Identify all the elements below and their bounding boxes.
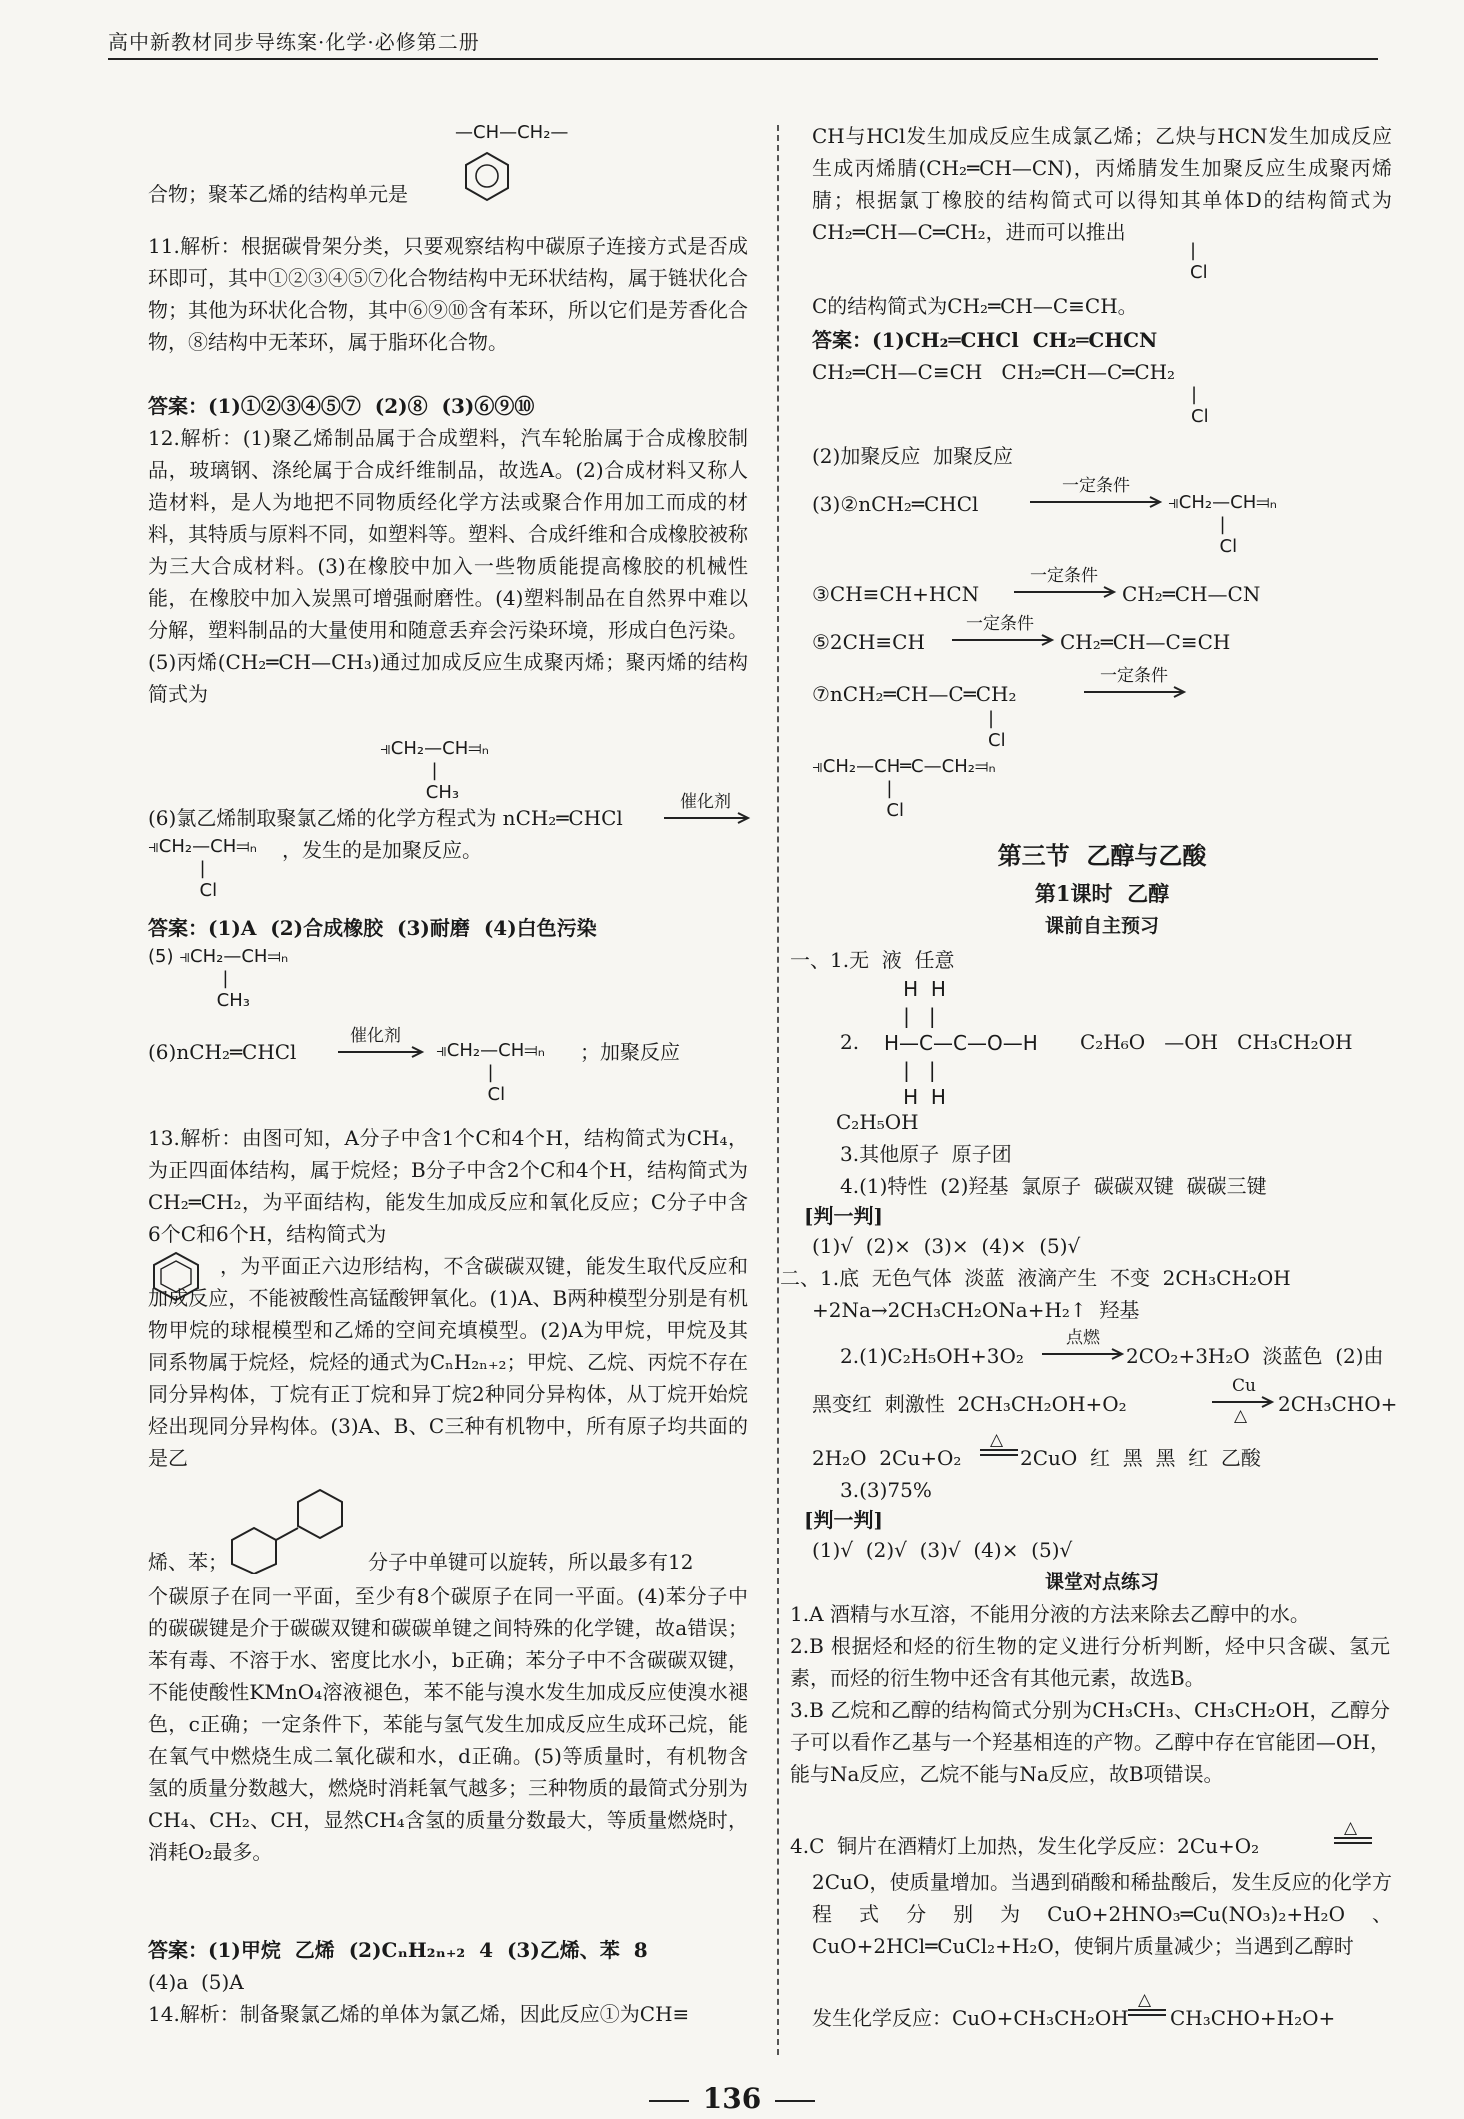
q12-answer-5: (5) ⫣CH₂—CH⫤ₙ | CH₃ xyxy=(148,946,289,1011)
polypropylene-structure: ⫣CH₂—CH⫤ₙ | CH₃ xyxy=(380,738,489,803)
eq-2: (3)②nCH₂═CHCl xyxy=(812,492,979,516)
condition-label: 一定条件 xyxy=(1062,476,1130,496)
q12-analysis: 12.解析：(1)聚乙烯制品属于合成塑料，汽车轮胎属于合成橡胶制品，玻璃钢、涤纶属于合成纤维制品，故选A。(2)合成材料又称人造材料，是人为地把不同物质经化学方法或聚合作用加工而成的材料，其特质与原料不同，如塑料等。塑料、合成纤维和合成橡胶被称为三大合成材料。(3)在橡胶中加入一些物质能提高橡胶的机械性能，在橡胶中加入炭黑可增强耐磨性。(4)塑料制品在自然界中难以分解，塑料制品的大量使用和随意丢弃会污染环境，形成白色污染。(5)丙烯(CH₂═CH—CH₃)通过加成反应生成聚丙烯；聚丙烯的结构简式为 xyxy=(148,426,748,706)
ans-1-1: 一、1.无 液 任意 xyxy=(790,948,955,972)
practice-2: 2.B 根据烃和烃的衍生物的定义进行分析判断，烃中只含碳、氢元素，而烃的衍生物中还含有其他元素，故选B。 xyxy=(790,1634,1390,1690)
judge-1: (1)√ (2)× (3)× (4)× (5)√ xyxy=(812,1234,1081,1258)
column-divider xyxy=(777,125,779,2055)
reaction-arrow-icon xyxy=(1040,1348,1130,1360)
q13-answer-2: (4)a (5)A xyxy=(148,1970,244,1994)
condition-label-2: 一定条件 xyxy=(1030,566,1098,586)
q12-answer-6: (6)nCH₂═CHCl xyxy=(148,1040,297,1064)
subsection-preview: 课前自主预习 xyxy=(1044,915,1159,937)
q14-answer-3: (2)加聚反应 加聚反应 xyxy=(812,444,1014,468)
q11-analysis: 11.解析：根据碳骨架分类，只要观察结构中碳原子连接方式是否成环即可，其中①②③④⑤⑦化合物结构中无环状结构，属于链状化合物；其他为环状化合物，其中⑥⑨⑩含有苯环，所以它们是芳香化合物，⑧结构中无苯环，属于脂环化合物。 xyxy=(148,234,748,354)
equals-sign-icon xyxy=(1128,2008,1168,2016)
condition-label-4: 一定条件 xyxy=(1100,666,1168,686)
ans-2-3: 3.(3)75% xyxy=(840,1478,932,1502)
styrene-unit-chain: —CH—CH₂— xyxy=(455,122,569,143)
reaction-arrow-icon xyxy=(662,812,752,824)
q12-answer: 答案：(1)A (2)合成橡胶 (3)耐磨 (4)白色污染 xyxy=(148,916,597,940)
chloroprene-branch-3: | Cl xyxy=(988,708,1006,751)
practice-4d: CH₃CHO+H₂O+ xyxy=(1170,2006,1336,2030)
ans-2-2d: 黑变红 刺激性 2CH₃CH₂OH+O₂ xyxy=(812,1392,1127,1416)
ans-1-2c: C₂H₅OH xyxy=(836,1110,919,1134)
q14-continued: CH与HCl发生加成反应生成氯乙烯；乙炔与HCN发生加成反应生成丙烯腈(CH₂═CH—CN)，丙烯腈发生加聚反应生成聚丙烯腈；根据氯丁橡胶的结构简式可以得知其单体D的结构简式为 CH₂═CH—C═CH₂，进而可以推出 xyxy=(812,124,1392,244)
eq-7: ⑦nCH₂═CH—C═CH₂ xyxy=(812,682,1017,706)
page-footer xyxy=(0,2083,1464,2115)
ans-2-2: 2.(1)C₂H₅OH+3O₂ xyxy=(840,1344,1024,1368)
polychloroprene-structure: ⫣CH₂—CH═C—CH₂⫤ₙ | Cl xyxy=(812,756,996,821)
q13-c: 烯、苯； xyxy=(148,1550,228,1574)
heat-label: △ xyxy=(1234,1406,1248,1426)
catalyst-label: 催化剂 xyxy=(680,792,731,812)
benzene-ring-icon xyxy=(462,150,512,202)
q11-answer: 答案：(1)①②③④⑤⑦ (2)⑧ (3)⑥⑨⑩ xyxy=(148,394,535,418)
q14-answer-2: CH₂═CH—C≡CH CH₂═CH—C═CH₂ xyxy=(812,360,1176,384)
q13-analysis-b: ，为平面正六边形结构，不含碳碳双键，能发生取代反应和加成反应，不能被酸性高锰酸钾氧化。(1)A、B两种模型分别是有机物甲烷的球棍模型和乙烯的空间充填模型。(2)A为甲烷，甲烷及其同系物属于烷烃，烷烃的通式为CₙH₂ₙ₊₂；甲烷、乙烷、丙烷不存在同分异构体，丁烷有正丁烷和异丁烷2种同分异构体，从丁烷开始烷烃出现同分异构体。(3)A、B、C三种有机物中，所有原子均共面的是乙 xyxy=(148,1254,748,1470)
heat-label-4: △ xyxy=(1138,1990,1152,2010)
practice-4b: 2CuO，使质量增加。当遇到硝酸和稀盐酸后，发生反应的化学方程式分别为CuO+2HNO₃═Cu(NO₃)₂+H₂O、CuO+2HCl═CuCl₂+H₂O，使铜片质量减少；当遇到乙醇时 xyxy=(812,1870,1392,1958)
reaction-arrow-icon xyxy=(1028,496,1168,508)
ethanol-structure: H H | | H—C—C—O—H | | H H xyxy=(884,977,1038,1109)
judge-label-2: [判一判] xyxy=(804,1508,883,1532)
reaction-arrow-icon xyxy=(336,1046,426,1058)
q13-d: 分子中单键可以旋转，所以最多有12 xyxy=(368,1550,694,1574)
condition-label-3: 一定条件 xyxy=(966,614,1034,634)
ans-2-1b: +2Na→2CH₃CH₂ONa+H₂↑ 羟基 xyxy=(812,1298,1140,1322)
practice-4c: 发生化学反应：CuO+CH₃CH₂OH xyxy=(812,2006,1129,2030)
equals-sign-icon xyxy=(980,1448,1020,1456)
copper-label: Cu xyxy=(1232,1376,1256,1396)
catalyst-label-2: 催化剂 xyxy=(350,1026,401,1046)
heat-label-3: △ xyxy=(1344,1818,1358,1838)
eq-3-product: CH₂═CH—CN xyxy=(1122,582,1261,606)
pvc-structure: ⫣CH₂—CH⫤ₙ | Cl xyxy=(148,836,257,901)
ans-1-4: 4.(1)特性 (2)羟基 氯原子 碳碳双键 碳碳三键 xyxy=(840,1174,1267,1198)
biphenyl-icon xyxy=(224,1488,354,1574)
styrene-text: 合物；聚苯乙烯的结构单元是 xyxy=(148,182,408,206)
q13-analysis: 13.解析：由图可知，A分子中含1个C和4个H，结构简式为CH₄，为正四面体结构，属于烷烃；B分子中含2个C和4个H，结构简式为CH₂═CH₂，为平面结构，能发生加成反应和氧化反应；C分子中含6个C和6个H，结构简式为 xyxy=(148,1126,748,1246)
subsection-practice: 课堂对点练习 xyxy=(1044,1571,1159,1593)
heat-label-2: △ xyxy=(990,1430,1004,1450)
q13-analysis-e: 个碳原子在同一平面，至少有8个碳原子在同一平面。(4)苯分子中的碳碳键是介于碳碳双键和碳碳单键之间特殊的化学键，故a错误；苯有毒、不溶于水、密度比水小，b正确；苯分子中不含碳碳双键，不能使酸性KMnO₄溶液褪色，苯不能与溴水发生加成反应使溴水褪色，c正确；一定条件下，苯能与氢气发生加成反应生成环己烷，能在氧气中燃烧生成二氧化碳和水，d正确。(5)等质量时，有机物含氢的质量分数越大，燃烧时消耗氧气越多；三种物质的最简式分别为CH₄、CH₂、CH，显然CH₄含氢的质量分数最大，等质量燃烧时，消耗O₂最多。 xyxy=(148,1584,748,1864)
pvc-structure-3: ⫣CH₂—CH⫤ₙ | Cl xyxy=(1168,492,1277,557)
equals-sign-icon xyxy=(1334,1836,1374,1844)
pvc-structure-2: ⫣CH₂—CH⫤ₙ | Cl xyxy=(436,1040,545,1105)
ans-2-2b: 2CO₂+3H₂O 淡蓝色 (2)由 xyxy=(1126,1344,1384,1368)
ans-2-2e: 2CH₃CHO+ xyxy=(1278,1392,1398,1416)
q14-analysis: 14.解析：制备聚氯乙烯的单体为氯乙烯，因此反应①为CH≡ xyxy=(148,2002,690,2026)
ans-1-2: 2. xyxy=(840,1030,860,1054)
judge-2: (1)√ (2)√ (3)√ (4)× (5)√ xyxy=(812,1538,1073,1562)
practice-1: 1.A 酒精与水互溶，不能用分液的方法来除去乙醇中的水。 xyxy=(790,1602,1310,1626)
page-number: 136 xyxy=(702,2082,762,2115)
q14-answer: 答案：(1)CH₂═CHCl CH₂═CHCN xyxy=(812,328,1158,352)
eq-5: ⑤2CH≡CH xyxy=(812,630,925,654)
page-header: 高中新教材同步导练案·化学·必修第二册 xyxy=(108,30,480,54)
reaction-arrow-icon xyxy=(1082,686,1192,698)
reaction-arrow-icon xyxy=(1012,586,1122,598)
q12-c: ，发生的是加聚反应。 xyxy=(282,838,482,862)
eq-5-product: CH₂═CH—C≡CH xyxy=(1060,630,1231,654)
chloroprene-branch-2: | Cl xyxy=(1191,384,1209,427)
ans-1-2b: C₂H₆O —OH CH₃CH₂OH xyxy=(1080,1030,1353,1054)
lesson-title: 第1课时 乙醇 xyxy=(1034,881,1170,906)
chloroprene-branch: | Cl xyxy=(1190,240,1208,283)
practice-4: 4.C 铜片在酒精灯上加热，发生化学反应：2Cu+O₂ xyxy=(790,1834,1260,1858)
reaction-arrow-icon xyxy=(950,634,1060,646)
ignite-label: 点燃 xyxy=(1066,1328,1100,1348)
ans-2-2g: 2CuO 红 黑 黑 红 乙酸 xyxy=(1020,1446,1261,1470)
section-title: 第三节 乙醇与乙酸 xyxy=(997,841,1207,870)
ans-1-3: 3.其他原子 原子团 xyxy=(840,1142,1012,1166)
ans-2-2f: 2H₂O 2Cu+O₂ xyxy=(812,1446,962,1470)
practice-3: 3.B 乙烷和乙醇的结构简式分别为CH₃CH₃、CH₃CH₂OH，乙醇分子可以看作乙基与一个羟基相连的产物。乙醇中存在官能团—OH，能与Na反应，乙烷不能与Na反应，故B项错误。 xyxy=(790,1698,1390,1786)
q12-b: (6)氯乙烯制取聚氯乙烯的化学方程式为 nCH₂═CHCl xyxy=(148,806,623,830)
q14-c: C的结构简式为CH₂═CH—C≡CH。 xyxy=(812,294,1138,318)
ans-2-1: 二、1.底 无色气体 淡蓝 液滴产生 不变 2CH₃CH₂OH xyxy=(780,1266,1291,1290)
header-rule xyxy=(108,58,1378,60)
eq-3: ③CH≡CH+HCN xyxy=(812,582,980,606)
q12-answer-6b: ；加聚反应 xyxy=(580,1040,680,1064)
judge-label: [判一判] xyxy=(804,1204,883,1228)
q13-answer: 答案：(1)甲烷 乙烯 (2)CₙH₂ₙ₊₂ 4 (3)乙烯、苯 8 xyxy=(148,1938,648,1962)
